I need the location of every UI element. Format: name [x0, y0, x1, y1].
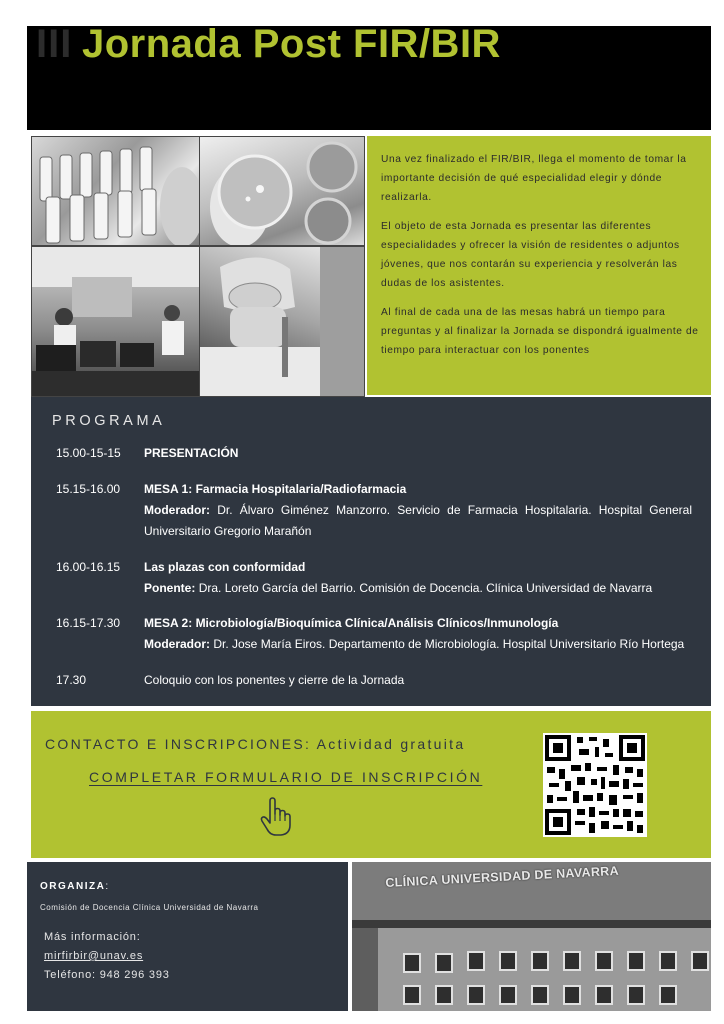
pointer-hand-icon[interactable] [258, 797, 294, 837]
program-time: 16.15-17.30 [56, 616, 121, 630]
technician-pipette-photo [199, 246, 365, 397]
intro-paragraph: El objeto de esta Jornada es presentar las diferentes especialidades y ofrecer la visión de residentes o adjuntos jóvenes, que nos contarán su experiencia y resolverán las dudas de los asistentes. [381, 221, 680, 289]
program-title: Las plazas con conformidad [144, 560, 306, 574]
program-title: MESA 1: Farmacia Hospitalaria/Radiofarmacia [144, 482, 407, 496]
program-heading: PROGRAMA [52, 413, 166, 429]
intro-paragraph: Una vez finalizado el FIR/BIR, llega el momento de tomar la importante decisión de qué especialidad elegir y dónde realizarla. [381, 154, 687, 203]
building-sign: CLÍNICA UNIVERSIDAD DE NAVARRA [385, 863, 620, 890]
program-time: 16.00-16.15 [56, 560, 121, 574]
program-text: Coloquio con los ponentes y cierre de la Jornada [144, 673, 405, 687]
intro-paragraph: Al final de cada una de las mesas habrá un tiempo para preguntas y al finalizar la Jornada se dispondrá igualmente de tiempo para interactuar con los ponentes [381, 307, 699, 356]
organizer-label: ORGANIZA: [40, 881, 110, 892]
program-detail: Dra. Loreto García del Barrio. Comisión de Docencia. Clínica Universidad de Navarra [198, 581, 653, 595]
intro-text [381, 150, 703, 370]
more-info-label: Más información: [44, 931, 141, 943]
program-role: Ponente: [144, 581, 196, 595]
page-title: Jornada Post FIR/BIR [82, 22, 501, 66]
laboratory-room-photo [31, 246, 200, 397]
program-time: 15.00-15-15 [56, 446, 121, 460]
program-time: 15.15-16.00 [56, 482, 121, 496]
contact-email-link[interactable]: mirfirbir@unav.es [44, 950, 144, 962]
petri-dish-photo [199, 136, 365, 246]
program-time: 17.30 [56, 673, 87, 687]
program-role: Moderador: [144, 637, 210, 651]
organizer-name: Comisión de Docencia Clínica Universidad de Navarra [40, 903, 259, 912]
contact-phone: Teléfono: 948 296 393 [44, 969, 170, 981]
qr-code-icon[interactable] [543, 733, 647, 837]
edition-numeral: III [36, 22, 73, 66]
program-title: MESA 2: Microbiología/Bioquímica Clínica/Análisis Clínicos/Inmunología [144, 616, 559, 630]
lab-vials-photo [31, 136, 200, 246]
program-title: PRESENTACIÓN [144, 446, 239, 460]
program-role: Moderador: [144, 503, 210, 517]
program-panel [31, 397, 711, 706]
program-detail: Dr. Álvaro Giménez Manzorro. Servicio de Farmacia Hospitalaria. Hospital General Universitario Gregorio Marañón [144, 503, 692, 538]
program-detail: Dr. Jose María Eiros. Departamento de Microbiología. Hospital Universitario Río Hortega [213, 637, 685, 651]
contact-heading: CONTACTO E INSCRIPCIONES: Actividad gratuita [45, 736, 466, 752]
registration-form-link[interactable]: COMPLETAR FORMULARIO DE INSCRIPCIÓN [89, 769, 483, 785]
